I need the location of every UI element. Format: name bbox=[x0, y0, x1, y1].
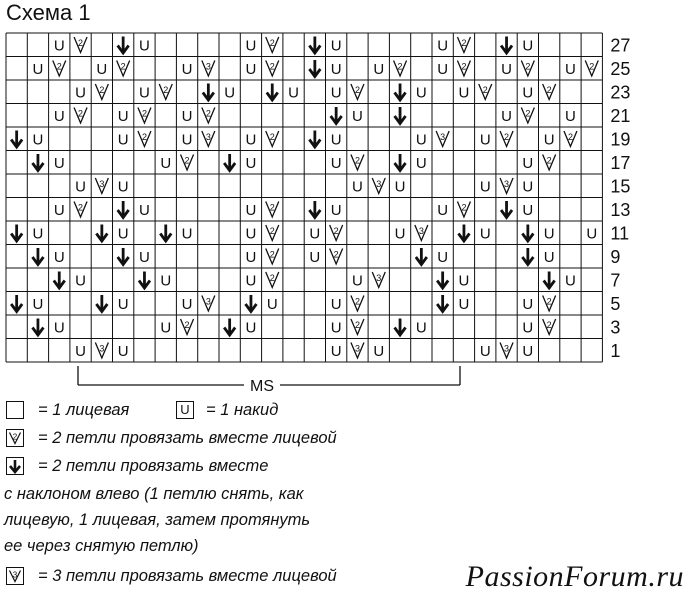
ssk-arrow-mark bbox=[395, 154, 406, 171]
yarn-over-mark: U bbox=[96, 60, 108, 78]
yarn-over-mark: U bbox=[330, 37, 342, 55]
yarn-over-mark: U bbox=[53, 248, 65, 266]
ssk-arrow-mark bbox=[96, 225, 107, 242]
yarn-over-mark: U bbox=[479, 178, 491, 196]
svg-text:2: 2 bbox=[269, 132, 275, 142]
row-number-label: 27 bbox=[610, 35, 631, 56]
yarn-over-mark: U bbox=[458, 295, 470, 313]
svg-text:2: 2 bbox=[354, 155, 360, 166]
yarn-over-mark: U bbox=[330, 131, 342, 149]
k2tog-mark bbox=[159, 84, 172, 100]
svg-text:2: 2 bbox=[141, 108, 147, 119]
yarn-over-mark: U bbox=[117, 107, 129, 125]
row-number-label: 5 bbox=[610, 293, 621, 314]
yarn-over-mark: U bbox=[288, 84, 299, 102]
yarn-over-mark: U bbox=[415, 154, 427, 172]
yarn-over-mark: U bbox=[479, 131, 491, 149]
ssk-arrow-mark bbox=[395, 107, 406, 124]
row-number-label: 25 bbox=[610, 58, 631, 79]
svg-text:3: 3 bbox=[12, 570, 18, 580]
k2tog-mark bbox=[266, 202, 279, 218]
yarn-over-mark: U bbox=[437, 37, 449, 55]
yarn-over-mark: U bbox=[117, 131, 129, 149]
ssk-arrow-mark bbox=[54, 272, 65, 289]
svg-text:3: 3 bbox=[205, 296, 211, 307]
svg-text:3: 3 bbox=[205, 132, 211, 142]
knit-symbol-icon bbox=[6, 401, 24, 419]
yarn-over-mark: U bbox=[309, 225, 321, 243]
k2tog-mark bbox=[266, 272, 279, 288]
k2tog-mark bbox=[521, 61, 534, 77]
yarn-over-mark: U bbox=[565, 272, 576, 290]
k2tog-mark bbox=[351, 319, 364, 335]
yarn-over-mark: U bbox=[543, 131, 555, 149]
row-number-label: 7 bbox=[610, 270, 621, 291]
k2tog-mark bbox=[181, 155, 194, 171]
yarn-over-mark: U bbox=[543, 225, 555, 243]
yarn-over-mark: U bbox=[139, 248, 150, 266]
svg-text:2: 2 bbox=[461, 61, 467, 72]
yarn-over-mark: U bbox=[352, 178, 363, 196]
ssk-arrow-mark bbox=[395, 319, 406, 336]
yarn-over-mark: U bbox=[373, 60, 385, 78]
svg-text:2: 2 bbox=[567, 132, 573, 142]
ssk-arrow-mark bbox=[245, 295, 256, 312]
ssk-arrow-mark bbox=[32, 319, 43, 336]
yarn-over-mark: U bbox=[32, 225, 44, 243]
yarn-over-mark: U bbox=[245, 248, 257, 266]
svg-text:2: 2 bbox=[397, 61, 403, 72]
yarn-over-mark: U bbox=[330, 295, 342, 313]
svg-text:2: 2 bbox=[12, 432, 18, 442]
k2tog-mark bbox=[543, 296, 556, 312]
k3tog-mark bbox=[202, 296, 215, 312]
ssk-arrow-mark bbox=[32, 154, 43, 171]
yarn-over-mark: U bbox=[181, 225, 193, 243]
k2tog-mark bbox=[543, 84, 556, 100]
yarn-over-mark: U bbox=[139, 37, 150, 55]
svg-text:3: 3 bbox=[99, 343, 105, 354]
yarn-over-mark: U bbox=[501, 60, 512, 78]
k2tog-mark bbox=[457, 37, 470, 53]
svg-text:2: 2 bbox=[56, 61, 62, 72]
yarn-over-mark: U bbox=[479, 225, 491, 243]
chart-grid bbox=[6, 33, 602, 362]
ssk-arrow-mark bbox=[203, 84, 214, 101]
k2tog-mark bbox=[95, 84, 108, 100]
yarn-over-mark: U bbox=[75, 84, 86, 102]
svg-text:2: 2 bbox=[99, 85, 105, 95]
yarn-over-mark: U bbox=[160, 154, 172, 172]
yarn-over-mark: U bbox=[245, 131, 257, 149]
k3tog-mark bbox=[351, 343, 364, 359]
svg-text:3: 3 bbox=[440, 132, 446, 142]
k2tog-mark bbox=[457, 61, 470, 77]
yarn-over-mark: U bbox=[245, 272, 257, 290]
k3tog-mark bbox=[372, 272, 385, 288]
legend-knit-text: = 1 лицевая bbox=[38, 401, 130, 419]
yarn-over-mark: U bbox=[415, 84, 427, 102]
row-number-label: 3 bbox=[610, 317, 621, 338]
yarn-over-mark: U bbox=[522, 201, 534, 219]
svg-text:3: 3 bbox=[205, 61, 211, 72]
yarn-over-mark: U bbox=[330, 201, 342, 219]
k2tog-mark bbox=[521, 108, 534, 124]
svg-text:2: 2 bbox=[333, 249, 339, 260]
ssk-arrow-mark bbox=[160, 225, 171, 242]
ssk-arrow-mark bbox=[267, 84, 278, 101]
svg-text:2: 2 bbox=[269, 226, 275, 236]
svg-text:2: 2 bbox=[269, 38, 275, 48]
svg-text:2: 2 bbox=[546, 320, 552, 330]
k3tog-mark bbox=[95, 178, 108, 194]
svg-text:2: 2 bbox=[546, 85, 552, 95]
yarn-over-mark: U bbox=[394, 178, 406, 196]
ssk-arrow-mark bbox=[544, 272, 555, 289]
legend-ssk-text-1: = 2 петли провязать вместе bbox=[38, 457, 269, 475]
k2tog-mark bbox=[543, 155, 556, 171]
yarn-over-mark: U bbox=[117, 342, 129, 360]
yarn-over-mark: U bbox=[245, 201, 257, 219]
yarn-over-mark: U bbox=[415, 319, 427, 337]
yarn-over-mark: U bbox=[181, 295, 193, 313]
svg-text:2: 2 bbox=[525, 61, 531, 72]
svg-text:2: 2 bbox=[269, 249, 275, 260]
yarn-over-mark: U bbox=[352, 272, 363, 290]
yarn-over-mark: U bbox=[373, 342, 385, 360]
ssk-arrow-mark bbox=[118, 248, 129, 265]
svg-text:2: 2 bbox=[525, 108, 531, 119]
ms-repeat-bracket bbox=[78, 366, 460, 395]
yarn-over-mark: U bbox=[53, 201, 65, 219]
k2tog-mark bbox=[351, 296, 364, 312]
svg-text:2: 2 bbox=[184, 155, 190, 166]
svg-text:2: 2 bbox=[504, 132, 510, 142]
svg-text:2: 2 bbox=[354, 85, 360, 95]
yarn-over-mark: U bbox=[224, 84, 236, 102]
legend-ssk-text-4: ее через снятую петлю) bbox=[4, 537, 199, 555]
yarn-over-mark: U bbox=[75, 272, 86, 290]
ssk-arrow-mark bbox=[458, 225, 469, 242]
svg-text:2: 2 bbox=[184, 320, 190, 330]
yarn-over-mark: U bbox=[309, 248, 321, 266]
ssk-arrow-mark bbox=[309, 37, 320, 54]
yarn-over-mark: U bbox=[160, 319, 172, 337]
k2tog-mark bbox=[394, 61, 407, 77]
yarn-over-mark: U bbox=[32, 295, 44, 313]
k2tog-mark bbox=[74, 202, 87, 218]
yarn-over-mark: U bbox=[330, 60, 342, 78]
row-number-label: 19 bbox=[610, 129, 631, 150]
k2tog-mark bbox=[266, 249, 279, 265]
k2tog-mark bbox=[202, 108, 215, 124]
k2tog-mark bbox=[74, 37, 87, 53]
svg-text:2: 2 bbox=[78, 108, 84, 119]
ssk-arrow-mark bbox=[118, 201, 129, 218]
k2tog-mark bbox=[181, 319, 194, 335]
yarn-over-mark: U bbox=[543, 248, 555, 266]
svg-text:3: 3 bbox=[376, 273, 382, 283]
yarn-over-mark: U bbox=[32, 60, 44, 78]
k3tog-mark bbox=[500, 178, 513, 194]
yarn-over-mark: U bbox=[75, 178, 86, 196]
yarn-over-mark: U bbox=[522, 178, 534, 196]
k2tog-mark bbox=[330, 249, 343, 265]
yarn-over-mark: U bbox=[437, 248, 449, 266]
yarn-over-mark: U bbox=[139, 201, 150, 219]
svg-text:3: 3 bbox=[354, 343, 360, 354]
yarn-over-mark: U bbox=[181, 131, 193, 149]
k3tog-symbol-icon bbox=[6, 567, 24, 585]
yarn-over-mark: U bbox=[245, 154, 257, 172]
ssk-arrow-mark bbox=[522, 248, 533, 265]
yarn-over-mark: U bbox=[501, 107, 512, 125]
row-number-label: 17 bbox=[610, 152, 631, 173]
yarn-over-mark: U bbox=[75, 342, 86, 360]
yarn-over-mark: U bbox=[522, 319, 534, 337]
row-number-label: 23 bbox=[610, 82, 631, 103]
yarn-over-mark: U bbox=[139, 84, 150, 102]
ssk-arrow-mark bbox=[331, 107, 342, 124]
ssk-arrow-mark bbox=[139, 272, 150, 289]
svg-text:2: 2 bbox=[78, 38, 84, 48]
k2tog-mark bbox=[351, 155, 364, 171]
yarn-over-mark: U bbox=[53, 107, 65, 125]
ssk-arrow-mark bbox=[309, 201, 320, 218]
k3tog-mark bbox=[436, 131, 449, 147]
k2tog-mark bbox=[266, 131, 279, 147]
k2tog-mark bbox=[564, 131, 577, 147]
k2tog-mark bbox=[351, 84, 364, 100]
row-number-label: 13 bbox=[610, 199, 631, 220]
yarn-over-mark: U bbox=[330, 342, 342, 360]
ssk-arrow-mark bbox=[309, 60, 320, 77]
yarn-over-mark: U bbox=[32, 131, 44, 149]
ssk-arrow-mark bbox=[96, 295, 107, 312]
yarn-over-mark: U bbox=[117, 295, 129, 313]
ssk-arrow-mark bbox=[416, 248, 427, 265]
yarn-over-mark: U bbox=[415, 131, 427, 149]
yarn-over-mark: U bbox=[565, 107, 576, 125]
yarn-over-mark: U bbox=[181, 60, 193, 78]
legend-k2tog-text: = 2 петли провязать вместе лицевой bbox=[38, 429, 337, 447]
k2tog-mark bbox=[330, 225, 343, 241]
yarn-over-mark: U bbox=[458, 84, 470, 102]
svg-text:2: 2 bbox=[78, 202, 84, 213]
legend-yo-text: = 1 накид bbox=[206, 401, 279, 419]
yarn-over-mark: U bbox=[437, 60, 449, 78]
yarn-over-mark: U bbox=[330, 84, 342, 102]
legend-ssk-text-2: с наклоном влево (1 петлю снять, как bbox=[4, 485, 304, 503]
ms-label: MS bbox=[250, 378, 274, 395]
k3tog-mark bbox=[95, 343, 108, 359]
yarn-over-mark: U bbox=[522, 295, 534, 313]
svg-text:3: 3 bbox=[504, 343, 510, 354]
svg-text:3: 3 bbox=[418, 226, 424, 236]
yarn-over-mark: U bbox=[522, 37, 534, 55]
ssk-arrow-mark bbox=[118, 37, 129, 54]
k2tog-mark bbox=[266, 61, 279, 77]
svg-text:2: 2 bbox=[269, 202, 275, 213]
svg-text:2: 2 bbox=[589, 61, 595, 72]
ssk-arrow-mark bbox=[11, 225, 22, 242]
row-number-label: 11 bbox=[610, 223, 630, 244]
svg-text:2: 2 bbox=[269, 273, 275, 283]
yarn-over-mark: U bbox=[53, 154, 65, 172]
k3tog-mark bbox=[372, 178, 385, 194]
k2tog-mark bbox=[500, 131, 513, 147]
row-labels bbox=[610, 35, 630, 361]
svg-text:2: 2 bbox=[269, 61, 275, 72]
k2tog-mark bbox=[585, 61, 598, 77]
yarn-over-mark: U bbox=[479, 342, 491, 360]
k2tog-mark bbox=[138, 108, 151, 124]
k2tog-mark bbox=[266, 37, 279, 53]
yarn-over-mark: U bbox=[352, 107, 363, 125]
yarn-over-mark: U bbox=[330, 154, 342, 172]
ssk-arrow-mark bbox=[11, 131, 22, 148]
yarn-over-mark: U bbox=[522, 154, 534, 172]
row-number-label: 15 bbox=[610, 176, 631, 197]
ssk-arrow-mark bbox=[522, 225, 533, 242]
k2tog-mark bbox=[138, 131, 151, 147]
svg-text:3: 3 bbox=[99, 179, 105, 189]
svg-text:2: 2 bbox=[205, 108, 211, 119]
svg-text:2: 2 bbox=[354, 296, 360, 307]
k2tog-mark bbox=[266, 225, 279, 241]
ssk-arrow-mark bbox=[395, 84, 406, 101]
ssk-arrow-mark bbox=[224, 319, 235, 336]
svg-text:3: 3 bbox=[504, 179, 510, 189]
watermark-text: PassionForum.ru bbox=[465, 560, 684, 593]
yarn-over-mark: U bbox=[245, 319, 257, 337]
yarn-over-symbol-icon: U bbox=[176, 401, 194, 419]
svg-text:2: 2 bbox=[163, 85, 169, 95]
svg-text:2: 2 bbox=[120, 61, 126, 72]
svg-text:2: 2 bbox=[461, 38, 467, 48]
svg-text:2: 2 bbox=[461, 202, 467, 213]
yarn-over-mark: U bbox=[266, 295, 278, 313]
ssk-arrow-mark bbox=[32, 248, 43, 265]
yarn-over-mark: U bbox=[522, 84, 534, 102]
chart-title: Схема 1 bbox=[6, 0, 91, 25]
svg-text:3: 3 bbox=[376, 179, 382, 189]
yarn-over-mark: U bbox=[565, 60, 576, 78]
yarn-over-mark: U bbox=[394, 225, 406, 243]
yarn-over-mark: U bbox=[586, 225, 598, 243]
row-number-label: 1 bbox=[610, 340, 621, 361]
svg-text:2: 2 bbox=[333, 226, 339, 236]
k3tog-mark bbox=[202, 61, 215, 77]
svg-text:2: 2 bbox=[482, 85, 488, 95]
legend-k3tog-text: = 3 петли провязать вместе лицевой bbox=[38, 567, 337, 585]
ssk-arrow-mark bbox=[309, 131, 320, 148]
ssk-arrow-mark bbox=[437, 272, 448, 289]
ssk-arrow-mark bbox=[11, 295, 22, 312]
k2tog-mark bbox=[53, 61, 66, 77]
ssk-arrow-mark bbox=[501, 37, 512, 54]
k2tog-mark bbox=[74, 108, 87, 124]
yarn-over-mark: U bbox=[437, 201, 449, 219]
yarn-over-mark: U bbox=[53, 319, 65, 337]
yarn-over-mark: U bbox=[117, 178, 129, 196]
yarn-over-mark: U bbox=[245, 37, 257, 55]
legend-ssk-text-3: лицевую, 1 лицевая, затем протянуть bbox=[4, 511, 311, 529]
k2tog-mark bbox=[479, 84, 492, 100]
k2tog-symbol-icon bbox=[6, 429, 24, 447]
yarn-over-mark: U bbox=[53, 37, 65, 55]
ssk-arrow-mark bbox=[224, 154, 235, 171]
k3tog-mark bbox=[415, 225, 428, 241]
row-number-label: 21 bbox=[610, 105, 631, 126]
k2tog-mark bbox=[117, 61, 130, 77]
svg-text:2: 2 bbox=[141, 132, 147, 142]
yarn-over-mark: U bbox=[458, 272, 470, 290]
svg-text:2: 2 bbox=[354, 320, 360, 330]
k3tog-mark bbox=[500, 343, 513, 359]
yarn-over-mark: U bbox=[330, 319, 342, 337]
ssk-arrow-mark bbox=[437, 295, 448, 312]
svg-text:2: 2 bbox=[546, 155, 552, 166]
ssk-arrow-symbol-icon bbox=[6, 457, 24, 475]
yarn-over-mark: U bbox=[522, 342, 534, 360]
svg-text:2: 2 bbox=[546, 296, 552, 307]
yarn-over-mark: U bbox=[160, 272, 172, 290]
yarn-over-mark: U bbox=[245, 60, 257, 78]
row-number-label: 9 bbox=[610, 246, 621, 267]
yarn-over-mark: U bbox=[181, 107, 193, 125]
k3tog-mark bbox=[202, 131, 215, 147]
yarn-over-mark: U bbox=[245, 225, 257, 243]
ssk-arrow-mark bbox=[501, 201, 512, 218]
k2tog-mark bbox=[543, 319, 556, 335]
yarn-over-mark: U bbox=[117, 225, 129, 243]
k2tog-mark bbox=[457, 202, 470, 218]
